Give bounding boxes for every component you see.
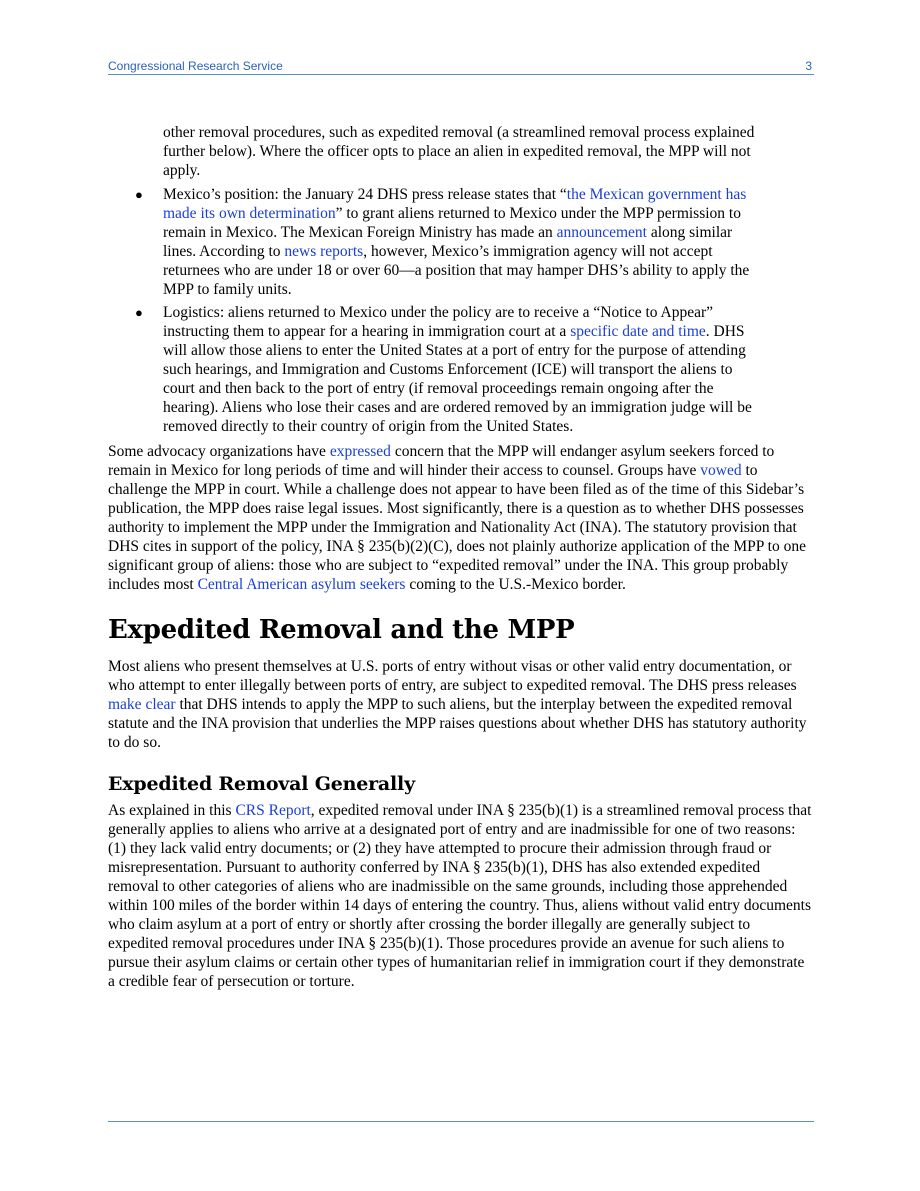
link-central-american-asylum-seekers[interactable]: Central American asylum seekers (197, 576, 406, 593)
paragraph-text: that DHS intends to apply the MPP to such aliens, but the interplay between the expedited removal statute and the INA provision that underlies the MPP raises questions about whether DHS has statutory authority to do so. (108, 696, 807, 751)
header-org-name: Congressional Research Service (108, 59, 283, 73)
bullet-text: along similar lines. According to (163, 224, 733, 260)
paragraph-text: As explained in this (108, 802, 236, 819)
paragraph-text: Some advocacy organizations have (108, 443, 330, 460)
bullet-icon: ● (135, 187, 143, 202)
link-expressed[interactable]: expressed (329, 443, 391, 460)
link-crs-report[interactable]: CRS Report (235, 802, 311, 819)
bullet-item-logistics (108, 303, 763, 436)
paragraph-advocacy (108, 442, 814, 594)
continued-paragraph: other removal procedures, such as expedited removal (a streamlined removal process explained further below). Where the officer opts to place an alien in expedited removal, the MPP will not apply. (163, 124, 755, 179)
bullet-text: . DHS will allow those aliens to enter the United States at a port of entry for the purpose of attending such hearings, and Immigration and Customs Enforcement (ICE) will transport the aliens to court and then back to the port of entry (if removal proceedings remain ongoing after the hearing). Aliens who lose their cases and are ordered removed by an immigration judge will be removed directly to their country of origin from the United States. (163, 323, 752, 435)
link-mexican-government-determination[interactable]: the Mexican government has made its own determination (163, 186, 747, 222)
page-number: 3 (805, 59, 812, 73)
paragraph-text: coming to the U.S.-Mexico border. (405, 576, 626, 593)
paragraph-text: Most aliens who present themselves at U.S. ports of entry without visas or other valid entry documentation, or who attempt to enter illegally between ports of entry, are subject to expedited removal. The DHS press releases (108, 658, 797, 694)
link-news-reports[interactable]: news reports (284, 243, 364, 260)
link-vowed[interactable]: vowed (700, 462, 742, 479)
link-specific-date-and-time[interactable]: specific date and time (570, 323, 706, 340)
document-body (108, 123, 814, 991)
paragraph-text: , expedited removal under INA § 235(b)(1) is a streamlined removal process that generally applies to aliens who arrive at a designated port of entry and are inadmissible for one of two reasons: (1) they lack valid entry documents; or (2) they have attempted to procure their admission through fraud or misrepresentation. Pursuant to authority conferred by INA § 235(b)(1), DHS has also extended expedited removal to other categories of aliens who are inadmissible on the same grounds, including those apprehended within 100 miles of the border within 14 days of entering the country. Thus, aliens without valid entry documents who claim asylum at a port of entry or shortly after crossing the border illegally are generally subject to expedited removal procedures under INA § 235(b)(1). Those procedures provide an avenue for such aliens to pursue their asylum claims or certain other types of humanitarian relief in immigration court if they demonstrate a credible fear of persecution or torture. (108, 802, 812, 990)
paragraph-expedited-removal-generally (108, 801, 814, 991)
link-announcement[interactable]: announcement (556, 224, 647, 241)
bullet-list (108, 185, 814, 436)
paragraph-text: to challenge the MPP in court. While a challenge does not appear to have been filed as of the time of this Sidebar’s publication, the MPP does raise legal issues. Most significantly, there is a question as to whether DHS possesses authority to implement the MPP under the Immigration and Nationality Act (INA). The statutory provision that DHS cites in support of the policy, INA § 235(b)(2)(C), does not plainly authorize application of the MPP to one significant group of aliens: those who are subject to “expedited removal” under the INA. This group probably includes most (108, 462, 806, 593)
page-header (108, 58, 814, 75)
paragraph-text: concern that the MPP will endanger asylum seekers forced to remain in Mexico for long periods of time and will hinder their access to counsel. Groups have (108, 443, 775, 479)
footer-divider (108, 1121, 814, 1122)
bullet-item-mexico-position (108, 185, 763, 299)
paragraph-expedited-removal-mpp (108, 657, 814, 752)
bullet-icon: ● (135, 305, 143, 320)
bullet-text: Mexico’s position: the January 24 DHS press release states that “ (163, 186, 567, 203)
subsection-heading: Expedited Removal Generally (108, 773, 415, 795)
bullet-text: Logistics: aliens returned to Mexico under the policy are to receive a “Notice to Appear” instructing them to appear for a hearing in immigration court at a (163, 304, 714, 340)
section-heading: Expedited Removal and the MPP (108, 615, 575, 645)
bullet-text: ” to grant aliens returned to Mexico under the MPP permission to remain in Mexico. The Mexican Foreign Ministry has made an (163, 205, 741, 241)
bullet-text: , however, Mexico’s immigration agency will not accept returnees who are under 18 or over 60—a position that may hamper DHS’s ability to apply the MPP to family units. (163, 243, 750, 298)
link-make-clear[interactable]: make clear (108, 696, 176, 713)
